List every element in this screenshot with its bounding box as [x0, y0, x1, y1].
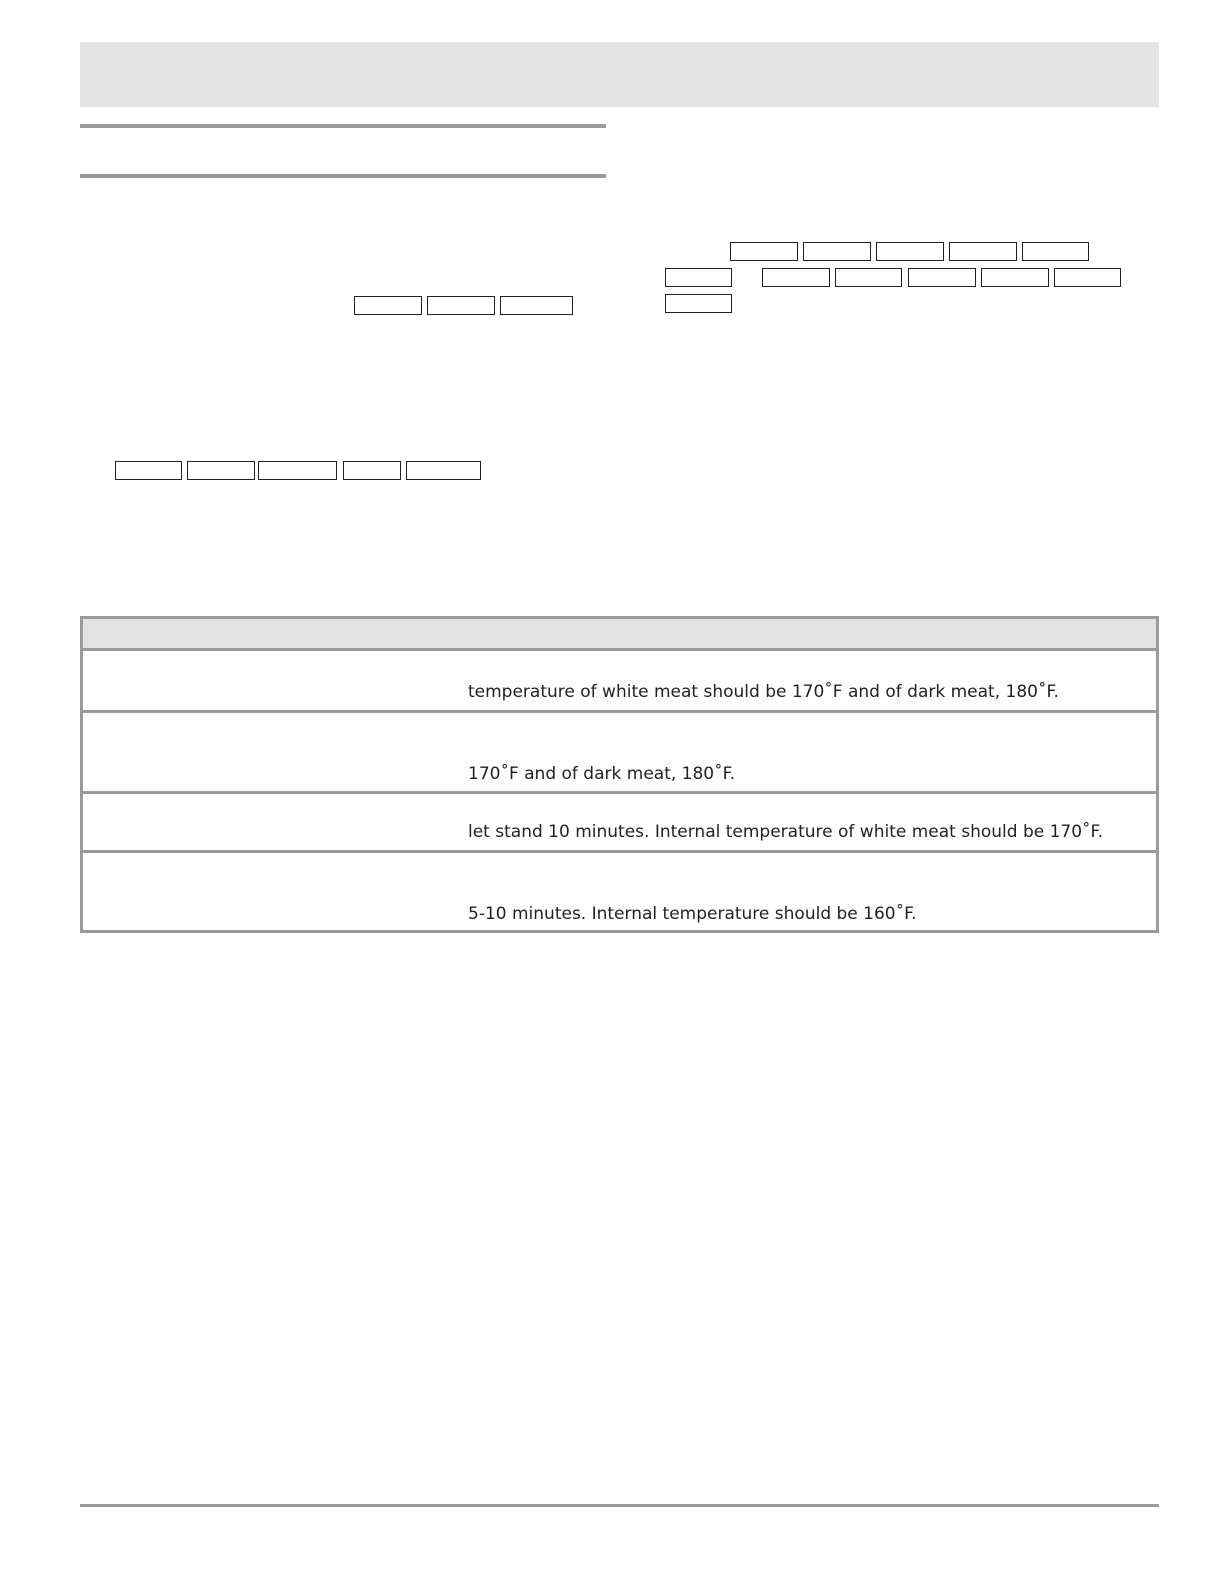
keypad-key[interactable] [665, 294, 732, 313]
table-cell-instruction: 170˚F and of dark meat, 180˚F. [468, 764, 736, 784]
row-divider [83, 850, 1156, 853]
row-divider [83, 791, 1156, 794]
keypad-key[interactable] [876, 242, 944, 261]
table-cell-instruction: temperature of white meat should be 170˚F and of dark meat, 180˚F. [468, 682, 1059, 702]
keypad-key[interactable] [258, 461, 337, 480]
keypad-key[interactable] [406, 461, 481, 480]
keypad-key[interactable] [343, 461, 401, 480]
keypad-key[interactable] [427, 296, 495, 315]
section-rule-top [80, 124, 606, 128]
table-header-row [83, 619, 1156, 651]
keypad-key[interactable] [803, 242, 871, 261]
keypad-key[interactable] [1022, 242, 1089, 261]
footer-rule [80, 1504, 1159, 1507]
table-cell-instruction: 5-10 minutes. Internal temperature should be 160˚F. [468, 904, 917, 924]
table-cell-instruction: let stand 10 minutes. Internal temperature of white meat should be 170˚F. [468, 822, 1104, 842]
keypad-key[interactable] [115, 461, 182, 480]
keypad-key[interactable] [908, 268, 976, 287]
keypad-key[interactable] [762, 268, 830, 287]
keypad-key[interactable] [835, 268, 902, 287]
keypad-key[interactable] [500, 296, 573, 315]
keypad-key[interactable] [730, 242, 798, 261]
keypad-key[interactable] [981, 268, 1049, 287]
page-header-band [80, 42, 1159, 107]
section-rule-bottom [80, 174, 606, 178]
keypad-key[interactable] [949, 242, 1017, 261]
keypad-key[interactable] [1054, 268, 1121, 287]
cooking-guide-table [80, 616, 1159, 933]
keypad-key[interactable] [354, 296, 422, 315]
row-divider [83, 710, 1156, 713]
keypad-key[interactable] [187, 461, 255, 480]
keypad-key[interactable] [665, 268, 732, 287]
